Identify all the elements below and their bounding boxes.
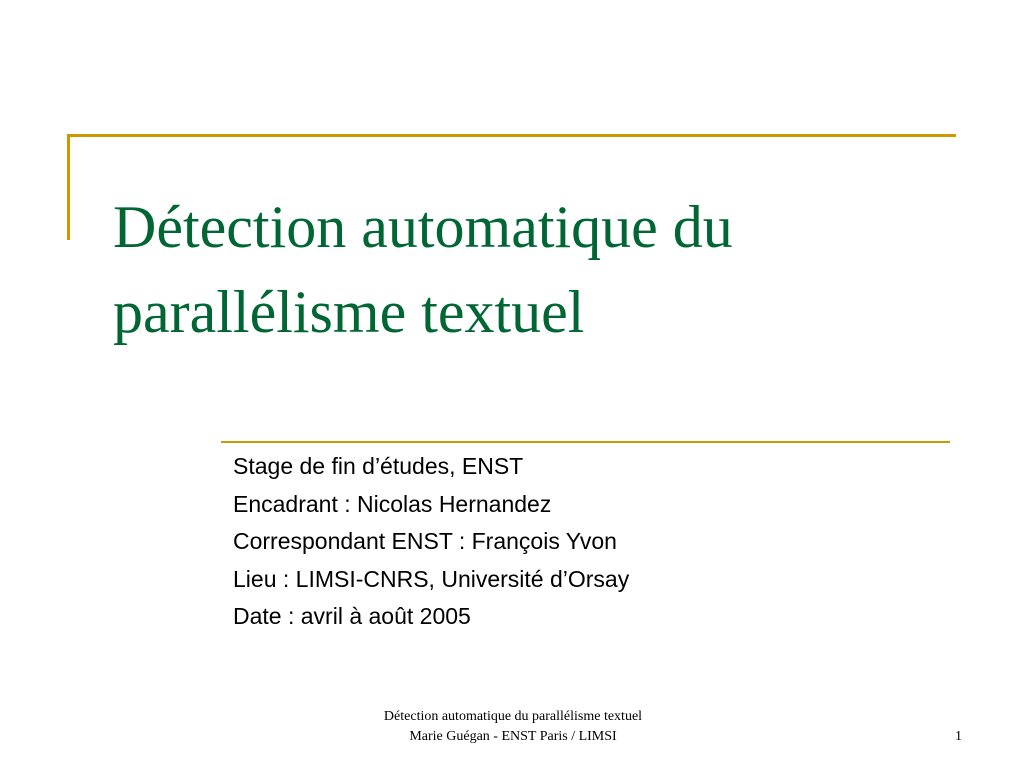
slide-title-line: Détection automatique du xyxy=(113,194,733,260)
subtitle-line: Correspondant ENST : François Yvon xyxy=(233,528,617,554)
subtitle-line: Date : avril à août 2005 xyxy=(233,603,471,629)
subtitle-block xyxy=(233,448,629,636)
subtitle-line: Lieu : LIMSI-CNRS, Université d’Orsay xyxy=(233,565,630,592)
title-left-rule xyxy=(67,134,70,240)
slide-title-line: parallélisme textuel xyxy=(113,279,585,345)
footer-title: Détection automatique du parallélisme textuel xyxy=(383,709,643,724)
page-number: 1 xyxy=(955,729,962,744)
slide-title xyxy=(113,185,953,355)
subtitle-line: Stage de fin d’études, ENST xyxy=(233,453,524,479)
footer-author: Marie Guégan - ENST Paris / LIMSI xyxy=(409,729,617,744)
slide-footer xyxy=(300,707,726,747)
title-top-rule xyxy=(67,134,956,137)
subtitle-rule xyxy=(221,441,950,443)
subtitle-line: Encadrant : Nicolas Hernandez xyxy=(233,490,552,517)
